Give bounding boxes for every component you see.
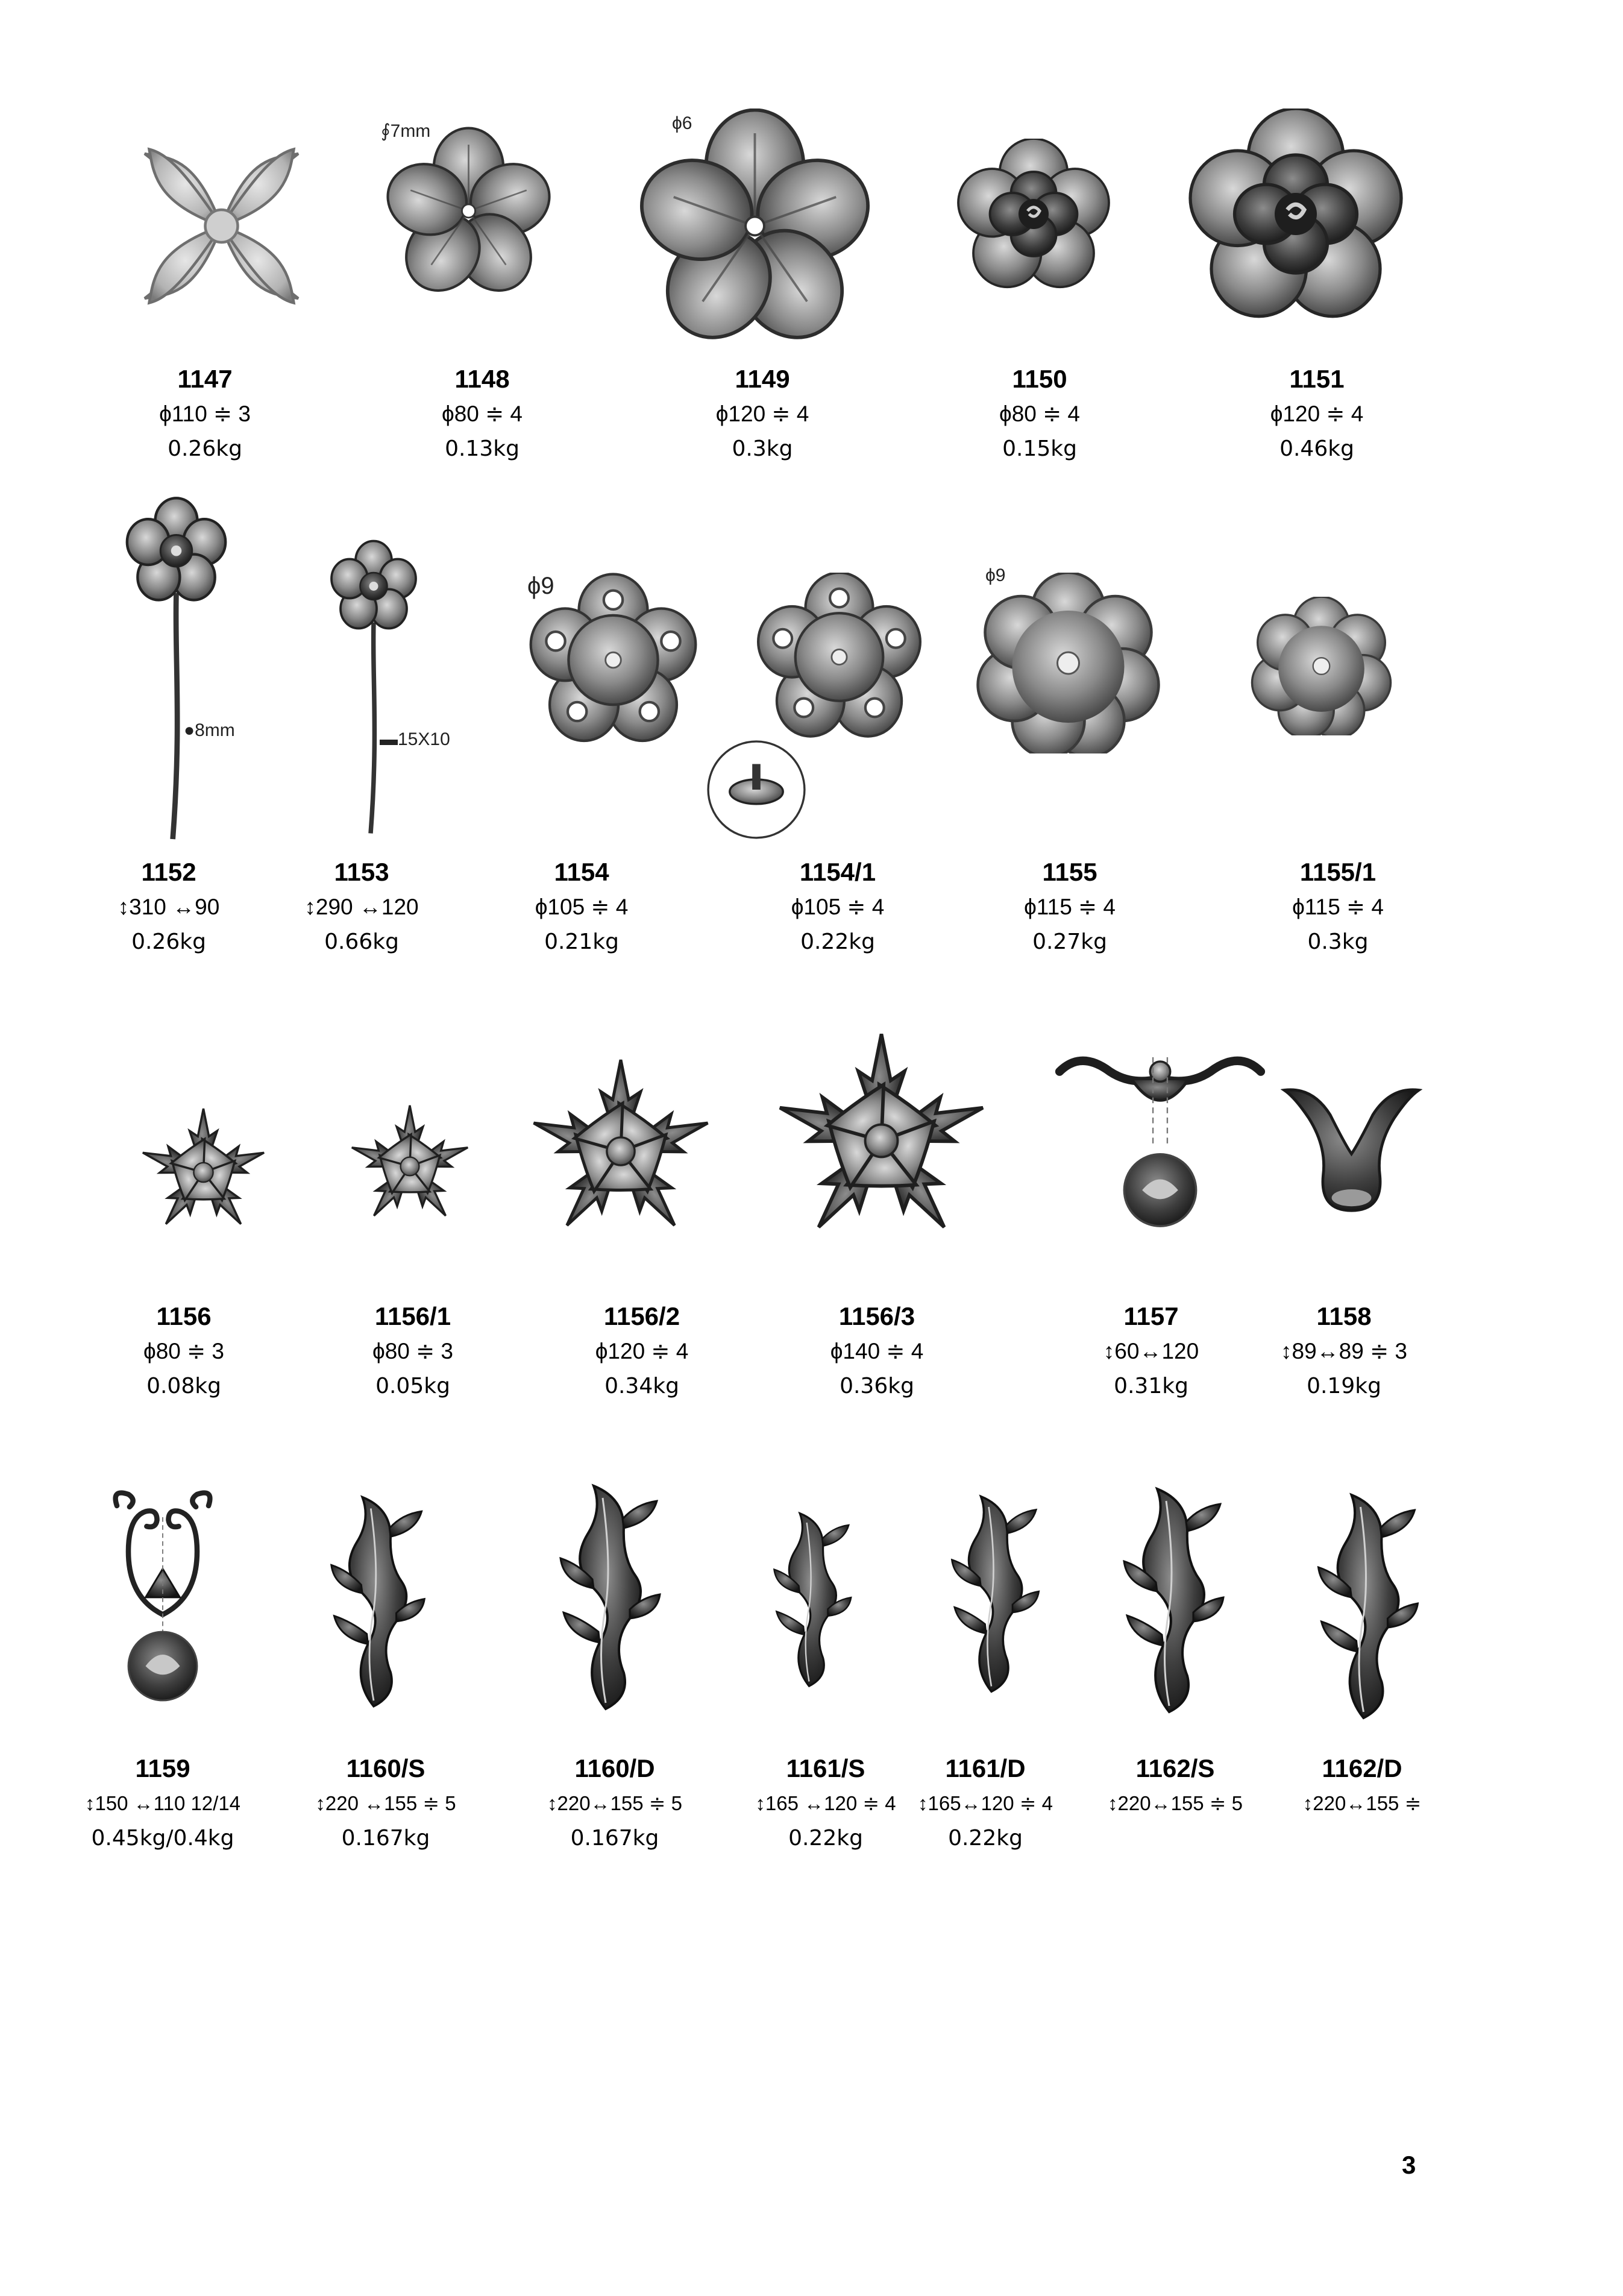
product-weight: 0.66kg	[324, 929, 399, 954]
leaf-star-icon	[341, 1100, 479, 1233]
product-caption	[1085, 1751, 1266, 1821]
product-code: 1151	[1289, 365, 1345, 393]
product-caption	[979, 855, 1160, 960]
product-dimensions: ↕165↔120 ≑ 4	[918, 1792, 1053, 1814]
product-weight: 0.26kg	[131, 929, 206, 954]
product-weight: 0.167kg	[570, 1826, 659, 1851]
product-code: 1156/3	[838, 1302, 915, 1330]
product-code: 1152	[141, 858, 196, 886]
product-caption	[295, 1751, 476, 1856]
product-weight: 0.21kg	[544, 929, 619, 954]
rose-flower-icon	[1181, 109, 1410, 319]
product-code: 1153	[334, 858, 389, 886]
product-caption	[1248, 855, 1428, 960]
product-code: 1162/D	[1322, 1754, 1402, 1782]
wavy-rosette-icon	[1238, 597, 1404, 735]
product-dimensions: ϕ120 ≑ 4	[595, 1339, 689, 1363]
product-caption	[895, 1751, 1076, 1856]
product-code: 1158	[1316, 1302, 1372, 1330]
product-code: 1154	[554, 858, 609, 886]
product-weight: 0.19kg	[1307, 1374, 1381, 1398]
product-code: 1147	[177, 365, 233, 393]
product-caption	[271, 855, 452, 960]
product-weight: 0.26kg	[168, 436, 242, 461]
product-dimensions: ↕310 ↔90	[118, 895, 220, 919]
product-code: 1160/D	[574, 1754, 655, 1782]
product-weight: 0.167kg	[341, 1826, 430, 1851]
product-code: 1162/S	[1135, 1754, 1215, 1782]
tulip-collar-icon	[1281, 1073, 1422, 1221]
product-caption	[786, 1299, 967, 1404]
holed-rosette-icon	[753, 573, 925, 741]
dimension-callout: ●8mm	[184, 720, 235, 740]
product-dimensions: ϕ105 ≑ 4	[535, 895, 629, 919]
dimension-callout: ϕ9	[985, 565, 1006, 585]
product-weight: 0.08kg	[146, 1374, 221, 1398]
product-dimensions: ϕ80 ≑ 3	[143, 1339, 225, 1363]
product-code: 1156	[156, 1302, 212, 1330]
product-weight: 0.36kg	[840, 1374, 914, 1398]
product-dimensions: ↕150 ↔110 12/14	[84, 1792, 241, 1814]
product-code: 1148	[454, 365, 510, 393]
product-dimensions: ϕ110 ≑ 3	[159, 401, 251, 426]
product-weight: 0.22kg	[800, 929, 875, 954]
flower-on-stem-icon	[310, 539, 437, 841]
acanthus-leaf-icon	[313, 1486, 434, 1712]
product-weight: 0.31kg	[1114, 1374, 1188, 1398]
five-petal-flower-icon	[639, 109, 871, 344]
product-weight: 0.05kg	[375, 1374, 450, 1398]
product-caption	[78, 855, 259, 960]
product-weight: 0.46kg	[1279, 436, 1354, 461]
product-dimensions: ↕220↔155 ≑ 5	[547, 1792, 682, 1814]
product-caption	[524, 1751, 705, 1856]
product-dimensions: ↕165 ↔120 ≑ 4	[755, 1792, 896, 1814]
product-dimensions: ϕ140 ≑ 4	[830, 1339, 924, 1363]
product-caption	[115, 362, 295, 467]
product-dimensions: ↕220↔155 ≑ 5	[1108, 1792, 1243, 1814]
product-dimensions: ↕60↔120	[1103, 1339, 1199, 1363]
acanthus-leaf-icon	[1299, 1483, 1428, 1724]
product-code: 1161/D	[945, 1754, 1026, 1782]
dimension-callout: ϕ6	[672, 113, 692, 133]
leaf-star-icon	[518, 1052, 723, 1251]
product-code: 1157	[1123, 1302, 1179, 1330]
page-number: 3	[1402, 2151, 1416, 2179]
product-weight: 0.45kg/0.4kg	[91, 1826, 234, 1851]
dimension-callout: ∮7mm	[381, 121, 431, 141]
product-dimensions: ϕ80 ≑ 3	[372, 1339, 454, 1363]
product-caption	[1254, 1299, 1434, 1404]
product-caption	[949, 362, 1130, 467]
product-weight: 0.34kg	[604, 1374, 679, 1398]
product-weight: 0.22kg	[788, 1826, 863, 1851]
product-dimensions: ↕89↔89 ≑ 3	[1281, 1339, 1407, 1363]
five-petal-flower-icon	[386, 127, 551, 295]
product-dimensions: ϕ115 ≑ 4	[1292, 895, 1384, 919]
product-code: 1156/1	[374, 1302, 451, 1330]
product-caption	[672, 362, 853, 467]
four-petal-rosette-icon	[130, 136, 313, 316]
product-dimensions: ↕290 ↔120	[304, 895, 419, 919]
product-caption	[322, 1299, 503, 1404]
product-caption	[72, 1751, 253, 1856]
product-dimensions: ↕220↔155 ≑	[1302, 1792, 1422, 1814]
product-code: 1154/1	[799, 858, 876, 886]
product-dimensions: ϕ115 ≑ 4	[1024, 895, 1116, 919]
product-dimensions: ϕ120 ≑ 4	[715, 401, 809, 426]
rose-flower-icon	[931, 139, 1136, 289]
product-weight: 0.27kg	[1032, 929, 1107, 954]
product-caption	[491, 855, 672, 960]
product-caption	[747, 855, 928, 960]
product-caption	[1061, 1299, 1242, 1404]
acanthus-leaf-icon	[928, 1486, 1055, 1697]
wavy-rosette-icon	[973, 573, 1163, 753]
product-caption	[551, 1299, 732, 1404]
product-code: 1150	[1012, 365, 1067, 393]
product-weight: 0.13kg	[445, 436, 520, 461]
product-weight: 0.3kg	[1307, 929, 1369, 954]
acanthus-leaf-icon	[747, 1504, 871, 1691]
product-code: 1155	[1042, 858, 1097, 886]
holed-rosette-icon	[527, 573, 699, 747]
product-caption	[93, 1299, 274, 1404]
acanthus-leaf-icon	[542, 1474, 669, 1715]
flower-on-stem-icon	[124, 488, 229, 856]
dimension-callout: ϕ9	[527, 573, 554, 599]
product-dimensions: ϕ105 ≑ 4	[791, 895, 885, 919]
product-code: 1161/S	[786, 1754, 865, 1782]
product-caption	[392, 362, 573, 467]
product-dimensions: ↕220 ↔155 ≑ 5	[315, 1792, 456, 1814]
product-caption	[735, 1751, 916, 1856]
product-weight: 0.15kg	[1002, 436, 1077, 461]
product-code: 1156/2	[603, 1302, 680, 1330]
product-weight: 0.3kg	[732, 436, 793, 461]
scroll-ornament-icon	[105, 1471, 220, 1724]
product-code: 1160/S	[346, 1754, 425, 1782]
acanthus-leaf-icon	[1100, 1477, 1238, 1718]
product-code: 1149	[735, 365, 790, 393]
product-code: 1155/1	[1299, 858, 1377, 886]
detail-inset-icon	[705, 738, 808, 841]
product-caption	[1226, 362, 1407, 467]
scroll-collar-icon	[1052, 1043, 1269, 1230]
leaf-star-icon	[130, 1103, 277, 1242]
leaf-star-icon	[765, 1025, 997, 1257]
product-caption	[1272, 1751, 1452, 1821]
product-code: 1159	[135, 1754, 190, 1782]
product-dimensions: ϕ80 ≑ 4	[441, 401, 523, 426]
product-dimensions: ϕ80 ≑ 4	[999, 401, 1081, 426]
dimension-callout: ▬15X10	[380, 729, 450, 749]
product-dimensions: ϕ120 ≑ 4	[1270, 401, 1364, 426]
product-weight: 0.22kg	[948, 1826, 1023, 1851]
